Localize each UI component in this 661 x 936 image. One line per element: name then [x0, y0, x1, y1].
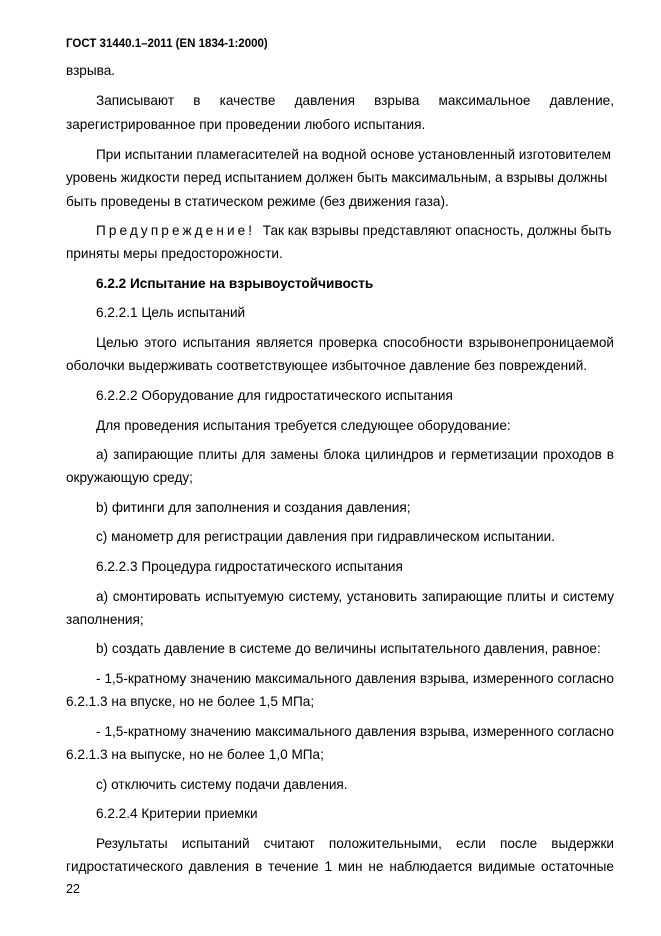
text-line: гидростатического давления в течение 1 мин не наблюдается видимые остаточные — [66, 859, 614, 874]
list-item: a) запирающие плиты для замены блока цилиндров и герметизации проходов в — [96, 447, 614, 462]
warning-label: Предупреждение! — [96, 223, 256, 238]
list-item: с) отключить систему подачи давления. — [96, 777, 348, 792]
text-line: оболочки выдерживать соответствующее избыточное давление без повреждений. — [66, 358, 588, 373]
section-heading: 6.2.2 Испытание на взрывоустойчивость — [96, 276, 374, 291]
text-line: зарегистрированное при проведении любого испытания. — [66, 117, 426, 132]
list-item: а) смонтировать испытуемую систему, установить запирающие плиты и систему — [96, 589, 614, 604]
text-line: взрыва. — [66, 63, 116, 78]
subsection-heading: 6.2.2.4 Критерии приемки — [96, 806, 258, 821]
subsection-heading: 6.2.2.2 Оборудование для гидростатического испытания — [96, 388, 453, 403]
text-line: уровень жидкости перед испытанием должен быть максимальным, а взрывы должны — [66, 170, 608, 185]
subsection-heading: 6.2.2.3 Процедура гидростатического испытания — [96, 559, 403, 574]
text-line: Целью этого испытания является проверка способности взрывонепроницаемой — [96, 335, 614, 350]
warning-line — [96, 223, 614, 239]
page-header: ГОСТ 31440.1–2011 (EN 1834-1:2000) — [66, 38, 268, 50]
list-item: b) создать давление в системе до величины испытательного давления, равное: — [96, 641, 601, 656]
text-line: заполнения; — [66, 612, 144, 627]
text-line: 6.2.1.3 на выпуске, но не более 1,0 МПа; — [66, 747, 324, 762]
list-item: - 1,5-кратному значению максимального давления взрыва, измеренного согласно — [96, 671, 614, 686]
text-line: При испытании пламегасителей на водной основе установленный изготовителем — [96, 147, 612, 162]
text-line: окружающую среду; — [66, 470, 193, 485]
text-line: 6.2.1.3 на впуске, но не более 1,5 МПа; — [66, 694, 315, 709]
subsection-heading: 6.2.2.1 Цель испытаний — [96, 305, 246, 320]
list-item: - 1,5-кратному значению максимального давления взрыва, измеренного согласно — [96, 724, 614, 739]
text-line: Для проведения испытания требуется следующее оборудование: — [96, 418, 511, 433]
list-item: c) манометр для регистрации давления при гидравлическом испытании. — [96, 529, 555, 544]
text-line: приняты меры предосторожности. — [66, 246, 283, 261]
text-line: Результаты испытаний считают положительными, если после выдержки — [96, 836, 614, 851]
text-line: Записывают в качестве давления взрыва максимальное давление, — [96, 93, 614, 108]
page-number: 22 — [66, 882, 80, 896]
text-line: быть проведены в статическом режиме (без движения газа). — [66, 194, 449, 209]
warning-text: Так как взрывы представляют опасность, должны быть — [262, 223, 612, 238]
list-item: b) фитинги для заполнения и создания давления; — [96, 500, 411, 515]
